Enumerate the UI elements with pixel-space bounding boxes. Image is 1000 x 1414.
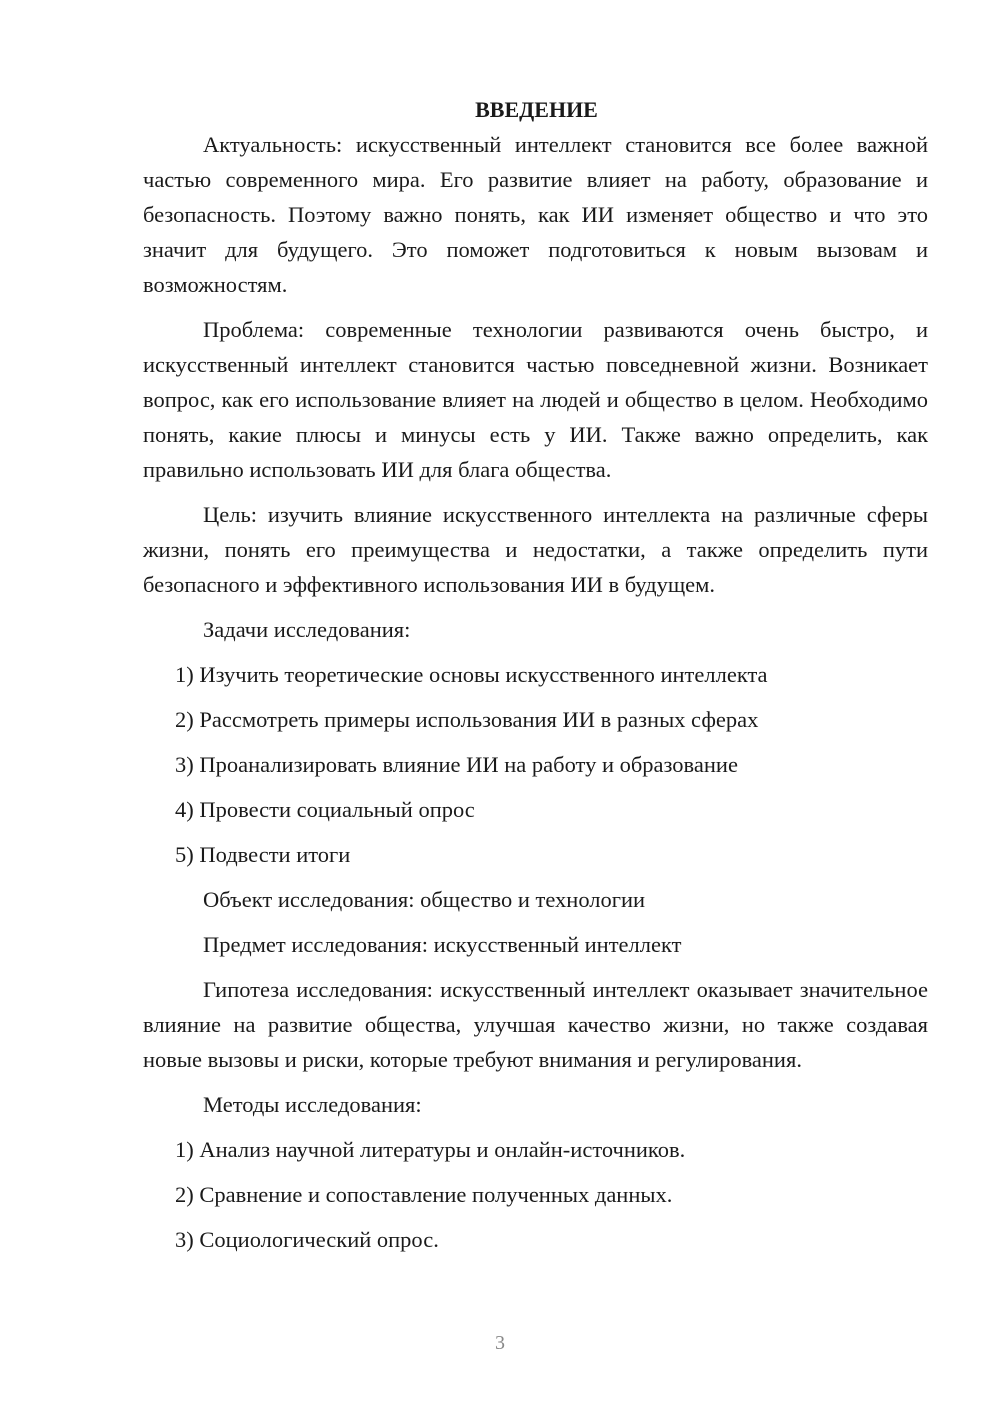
hypothesis-paragraph: Гипотеза исследования: искусственный интеллект оказывает значительное влияние на развитие общества, улучшая качество жизни, но также создавая новые вызовы и риски, которые требуют внимания и регулирования.	[143, 977, 928, 1072]
task-item: 4) Провести социальный опрос	[175, 797, 475, 822]
methods-list	[143, 1132, 928, 1257]
methods-heading: Методы исследования:	[203, 1092, 422, 1117]
method-item: 3) Социологический опрос.	[175, 1227, 439, 1252]
section-title: ВВЕДЕНИЕ	[475, 97, 598, 122]
tasks-heading: Задачи исследования:	[203, 617, 411, 642]
tasks-list	[143, 657, 928, 872]
method-item: 1) Анализ научной литературы и онлайн-источников.	[175, 1137, 686, 1162]
task-item: 1) Изучить теоретические основы искусственного интеллекта	[175, 662, 768, 687]
subject-line: Предмет исследования: искусственный интеллект	[203, 932, 682, 957]
task-item: 5) Подвести итоги	[175, 842, 351, 867]
problem-paragraph: Проблема: современные технологии развиваются очень быстро, и искусственный интеллект становится частью повседневной жизни. Возникает вопрос, как его использование влияет на людей и общество в целом. Необходимо понять, какие плюсы и минусы есть у ИИ. Также важно определить, как правильно использовать ИИ для блага общества.	[143, 317, 928, 482]
page-number: 3	[495, 1332, 505, 1354]
method-item: 2) Сравнение и сопоставление полученных данных.	[175, 1182, 673, 1207]
relevance-paragraph: Актуальность: искусственный интеллект становится все более важной частью современного мира. Его развитие влияет на работу, образование и безопасность. Поэтому важно понять, как ИИ изменяет общество и что это значит для будущего. Это поможет подготовиться к новым вызовам и возможностям.	[143, 132, 928, 297]
object-line: Объект исследования: общество и технологии	[203, 887, 646, 912]
page-content	[143, 92, 928, 1267]
task-item: 2) Рассмотреть примеры использования ИИ в разных сферах	[175, 707, 759, 732]
goal-paragraph: Цель: изучить влияние искусственного интеллекта на различные сферы жизни, понять его преимущества и недостатки, а также определить пути безопасного и эффективного использования ИИ в будущем.	[143, 502, 928, 597]
task-item: 3) Проанализировать влияние ИИ на работу и образование	[175, 752, 738, 777]
